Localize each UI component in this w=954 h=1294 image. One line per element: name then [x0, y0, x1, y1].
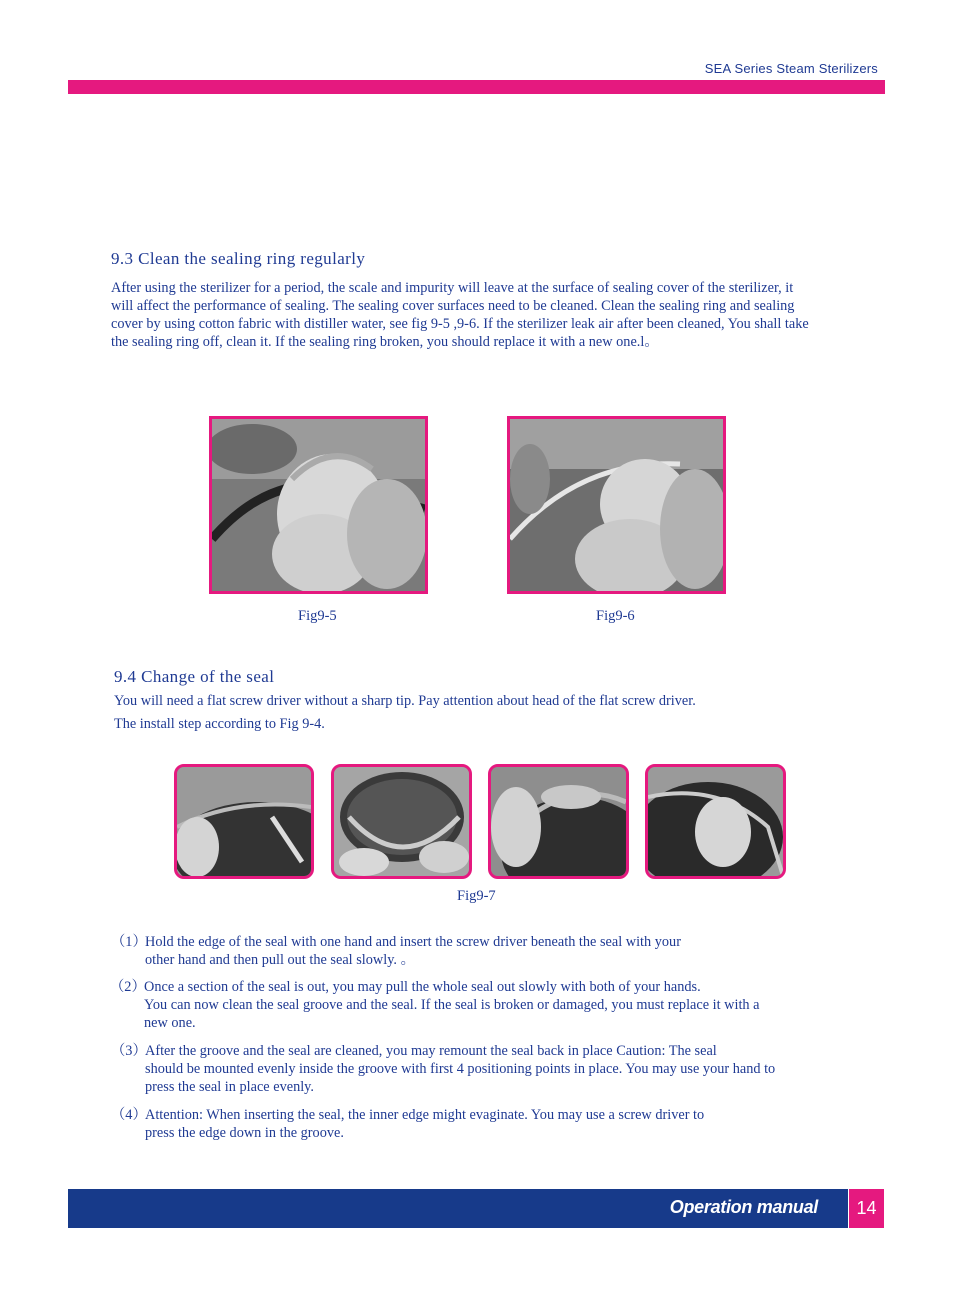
- footer-bar: [68, 1189, 848, 1228]
- section-9-3-heading: 9.3 Clean the sealing ring regularly: [111, 249, 366, 268]
- photo-fig9-6: [507, 416, 726, 594]
- photo-fig9-5: [209, 416, 428, 594]
- step-number: （3）: [111, 1043, 147, 1059]
- step-text-rest: other hand and then pull out the seal slowly. 。: [145, 952, 415, 968]
- photo-fig9-7-step1: [174, 764, 314, 879]
- step-text-rest: should be mounted evenly inside the groove with first 4 positioning points in place. You may use your hand to press the seal in place evenly.: [145, 1061, 776, 1095]
- caption-fig9-6: Fig9-6: [596, 608, 635, 624]
- photo-fig9-7-step4: [645, 764, 786, 879]
- step-text-first: Attention: When inserting the seal, the inner edge might evaginate. You may use a screw driver to: [145, 1107, 705, 1123]
- header-title: SEA Series Steam Sterilizers: [704, 61, 878, 76]
- step-text-first: After the groove and the seal are cleaned, you may remount the seal back in place Caution: The seal: [145, 1043, 717, 1059]
- section-9-3-paragraph: After using the sterilizer for a period, the scale and impurity will leave at the surface of sealing cover of the sterilizer, it will affect the performance of sealing. The sealing cover surfaces need to be cleaned. Clean the sealing ring and sealing cover by using cotton fabric with distiller water, see fig 9-5 ,9-6. If the sterilizer leak air after been cleaned, You shall take the sealing ring off, clean it. If the sealing ring broken, you should replace it with a new one.l。: [111, 280, 809, 350]
- step-text-rest: press the edge down in the groove.: [145, 1125, 344, 1141]
- step-1: [111, 933, 831, 969]
- section-9-4-line1: You will need a flat screw driver without a sharp tip. Pay attention about head of the flat screw driver.: [114, 693, 696, 709]
- step-4: [111, 1106, 831, 1142]
- step-text-first: Once a section of the seal is out, you may pull the whole seal out slowly with both of your hands.: [144, 979, 701, 995]
- step-3: [111, 1042, 831, 1096]
- footer-label: Operation manual: [669, 1197, 818, 1217]
- section-9-4-heading: 9.4 Change of the seal: [114, 667, 275, 686]
- section-9-4-line2: The install step according to Fig 9-4.: [114, 716, 325, 732]
- photo-fig9-7-step3: [488, 764, 629, 879]
- page-number: 14: [849, 1189, 884, 1228]
- step-text-rest: You can now clean the seal groove and the seal. If the seal is broken or damaged, you must replace it with a new one.: [144, 997, 760, 1031]
- photo-fig9-7-step2: [331, 764, 472, 879]
- step-number: （2）: [110, 979, 146, 995]
- step-number: （4）: [111, 1107, 147, 1123]
- step-number: （1）: [111, 934, 147, 950]
- caption-fig9-7: Fig9-7: [457, 888, 496, 904]
- caption-fig9-5: Fig9-5: [298, 608, 337, 624]
- step-text-first: Hold the edge of the seal with one hand and insert the screw driver beneath the seal with your: [145, 934, 681, 950]
- step-2: [110, 978, 830, 1032]
- header-accent-bar: [68, 80, 885, 94]
